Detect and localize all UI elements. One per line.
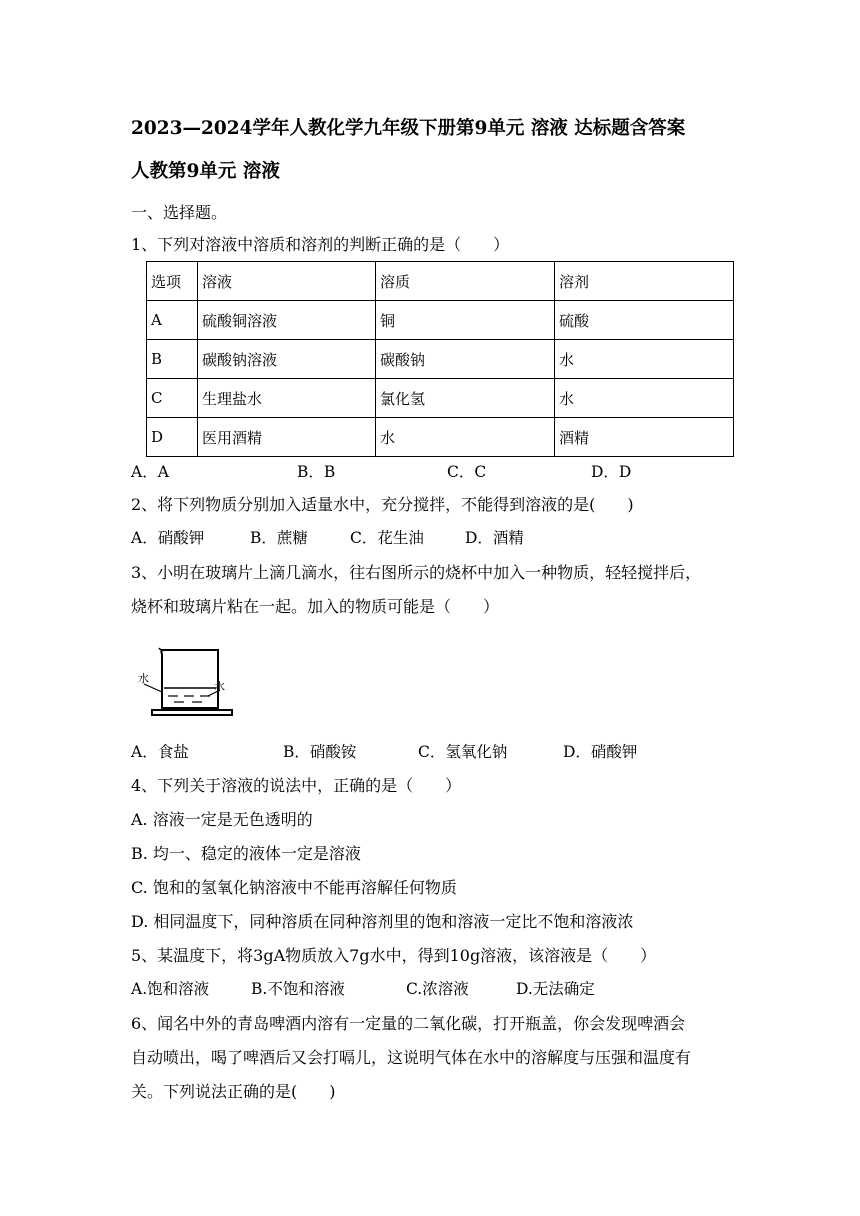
doc-title: 2023—2024学年人教化学九年级下册第9单元 溶液 达标题含答案 xyxy=(131,118,686,139)
question-3-option-c: C．氢氧化钠 xyxy=(418,743,508,761)
table-cell: 硫酸铜溶液 xyxy=(198,301,376,340)
table-cell: 铜 xyxy=(376,301,555,340)
table-row xyxy=(147,301,734,340)
question-3-option-d: D．硝酸钾 xyxy=(563,743,638,761)
question-6-line2: 自动喷出，喝了啤酒后又会打嗝儿，这说明气体在水中的溶解度与压强和温度有 xyxy=(131,1048,692,1067)
doc-subtitle: 人教第9单元 溶液 xyxy=(131,161,280,182)
question-5-option-a: A.饱和溶液 xyxy=(131,980,210,998)
question-2-stem: 2、将下列物质分别加入适量水中，充分搅拌，不能得到溶液的是( ) xyxy=(131,495,634,514)
table-row xyxy=(147,340,734,379)
question-5-stem: 5、某温度下，将3gA物质放入7g水中，得到10g溶液，该溶液是（ ） xyxy=(131,946,657,965)
table-header-cell: 溶液 xyxy=(198,262,376,301)
table-cell: 生理盐水 xyxy=(198,379,376,418)
table-cell: 硫酸 xyxy=(555,301,734,340)
question-3-option-a: A．食盐 xyxy=(131,743,189,761)
table-cell: 水 xyxy=(555,379,734,418)
question-1-option-b: B．B xyxy=(297,463,336,481)
question-3-option-b: B．硝酸铵 xyxy=(283,743,357,761)
table-cell: 水 xyxy=(555,340,734,379)
question-4-option-a: A. 溶液一定是无色透明的 xyxy=(131,810,313,829)
question-6-line3: 关。下列说法正确的是( ) xyxy=(131,1082,336,1101)
table-header-row xyxy=(147,262,734,301)
water-label-left: 水 xyxy=(138,672,149,685)
question-4-option-c: C. 饱和的氢氧化钠溶液中不能再溶解任何物质 xyxy=(131,878,457,897)
table-row xyxy=(147,379,734,418)
table-cell: 碳酸钠 xyxy=(376,340,555,379)
table-cell: 酒精 xyxy=(555,418,734,457)
section-heading: 一、选择题。 xyxy=(131,203,228,222)
water-label-right: 水 xyxy=(214,680,225,693)
question-1-option-c: C．C xyxy=(447,463,487,481)
table-cell: 氯化氢 xyxy=(376,379,555,418)
table-cell: A xyxy=(147,301,198,340)
table-cell: 碳酸钠溶液 xyxy=(198,340,376,379)
table-row xyxy=(147,418,734,457)
question-5-option-c: C.浓溶液 xyxy=(406,980,469,998)
table-cell: B xyxy=(147,340,198,379)
table-cell: D xyxy=(147,418,198,457)
table-header-cell: 溶剂 xyxy=(555,262,734,301)
beaker-figure xyxy=(138,644,238,720)
question-2-option-c: C．花生油 xyxy=(350,529,424,547)
question-1-option-d: D．D xyxy=(591,463,632,481)
table-cell: C xyxy=(147,379,198,418)
question-4-option-b: B. 均一、稳定的液体一定是溶液 xyxy=(131,844,361,863)
table-cell: 医用酒精 xyxy=(198,418,376,457)
question-3-stem-line1: 3、小明在玻璃片上滴几滴水，往右图所示的烧杯中加入一种物质，轻轻搅拌后， xyxy=(131,563,702,582)
question-1-table xyxy=(146,261,734,457)
question-4-option-d: D. 相同温度下，同种溶质在同种溶剂里的饱和溶液一定比不饱和溶液浓 xyxy=(131,912,634,931)
question-5-option-b: B.不饱和溶液 xyxy=(251,980,345,998)
question-6-line1: 6、闻名中外的青岛啤酒内溶有一定量的二氧化碳，打开瓶盖，你会发现啤酒会 xyxy=(131,1014,686,1033)
question-2-option-d: D．酒精 xyxy=(465,529,524,547)
table-cell: 水 xyxy=(376,418,555,457)
table-header-cell: 溶质 xyxy=(376,262,555,301)
question-2-option-a: A．硝酸钾 xyxy=(131,529,205,547)
question-1-stem: 1、下列对溶液中溶质和溶剂的判断正确的是（ ） xyxy=(131,235,510,254)
question-5-option-d: D.无法确定 xyxy=(516,980,595,998)
question-2-option-b: B．蔗糖 xyxy=(250,529,308,547)
table-header-cell: 选项 xyxy=(147,262,198,301)
question-1-option-a: A．A xyxy=(131,463,169,481)
question-4-stem: 4、下列关于溶液的说法中，正确的是（ ） xyxy=(131,776,462,795)
question-3-stem-line2: 烧杯和玻璃片粘在一起。加入的物质可能是（ ） xyxy=(131,597,500,616)
